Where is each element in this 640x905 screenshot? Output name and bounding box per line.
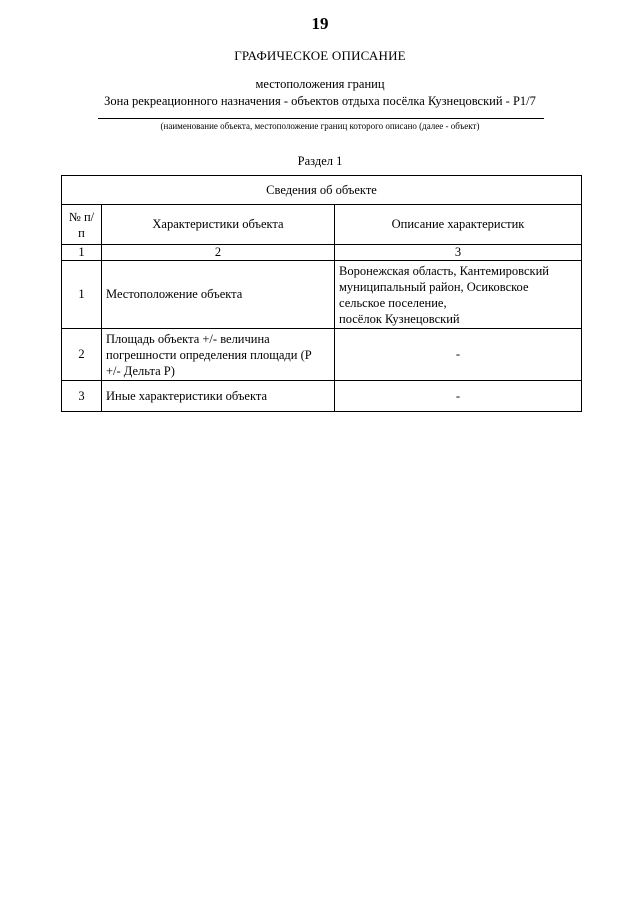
column-headers-row bbox=[62, 205, 582, 245]
object-name: Зона рекреационного назначения - объектов отдыха посёлка Кузнецовский - Р1/7 bbox=[104, 94, 536, 108]
row-description: - bbox=[335, 381, 582, 412]
row-number: 1 bbox=[62, 261, 102, 329]
table-header: Сведения об объекте bbox=[62, 176, 582, 205]
row-characteristic: Местоположение объекта bbox=[102, 261, 335, 329]
document-title: ГРАФИЧЕСКОЕ ОПИСАНИЕ bbox=[234, 48, 406, 63]
description-line: Воронежская область, Кантемировский bbox=[339, 263, 549, 278]
section-title: Раздел 1 bbox=[297, 154, 343, 168]
object-info-table bbox=[61, 175, 582, 412]
characteristic-line: Площадь объекта +/- величина bbox=[106, 331, 270, 346]
description-line: посёлок Кузнецовский bbox=[339, 311, 460, 326]
underline-rule bbox=[98, 118, 544, 119]
table-row bbox=[62, 261, 582, 329]
column-number: 3 bbox=[335, 245, 582, 261]
object-caption: (наименование объекта, местоположение границ которого описано (далее - объект) bbox=[160, 121, 480, 131]
row-characteristic bbox=[102, 329, 335, 381]
row-number: 2 bbox=[62, 329, 102, 381]
description-line: муниципальный район, Осиковское bbox=[339, 279, 529, 294]
characteristic-line: +/- Дельта Р) bbox=[106, 363, 175, 378]
characteristic-line: погрешности определения площади (Р bbox=[106, 347, 312, 362]
row-number: 3 bbox=[62, 381, 102, 412]
table-row bbox=[62, 329, 582, 381]
column-header-number: № п/п bbox=[62, 205, 102, 245]
row-characteristic: Иные характеристики объекта bbox=[102, 381, 335, 412]
description-line: сельское поселение, bbox=[339, 295, 447, 310]
column-numbers-row bbox=[62, 245, 582, 261]
document-subtitle: местоположения границ bbox=[255, 77, 385, 91]
column-header-description: Описание характеристик bbox=[335, 205, 582, 245]
column-header-characteristic: Характеристики объекта bbox=[102, 205, 335, 245]
table-header-row bbox=[62, 176, 582, 205]
page-number: 19 bbox=[311, 14, 329, 33]
column-number: 1 bbox=[62, 245, 102, 261]
table-row bbox=[62, 381, 582, 412]
column-number: 2 bbox=[102, 245, 335, 261]
row-description: - bbox=[335, 329, 582, 381]
row-description bbox=[335, 261, 582, 329]
